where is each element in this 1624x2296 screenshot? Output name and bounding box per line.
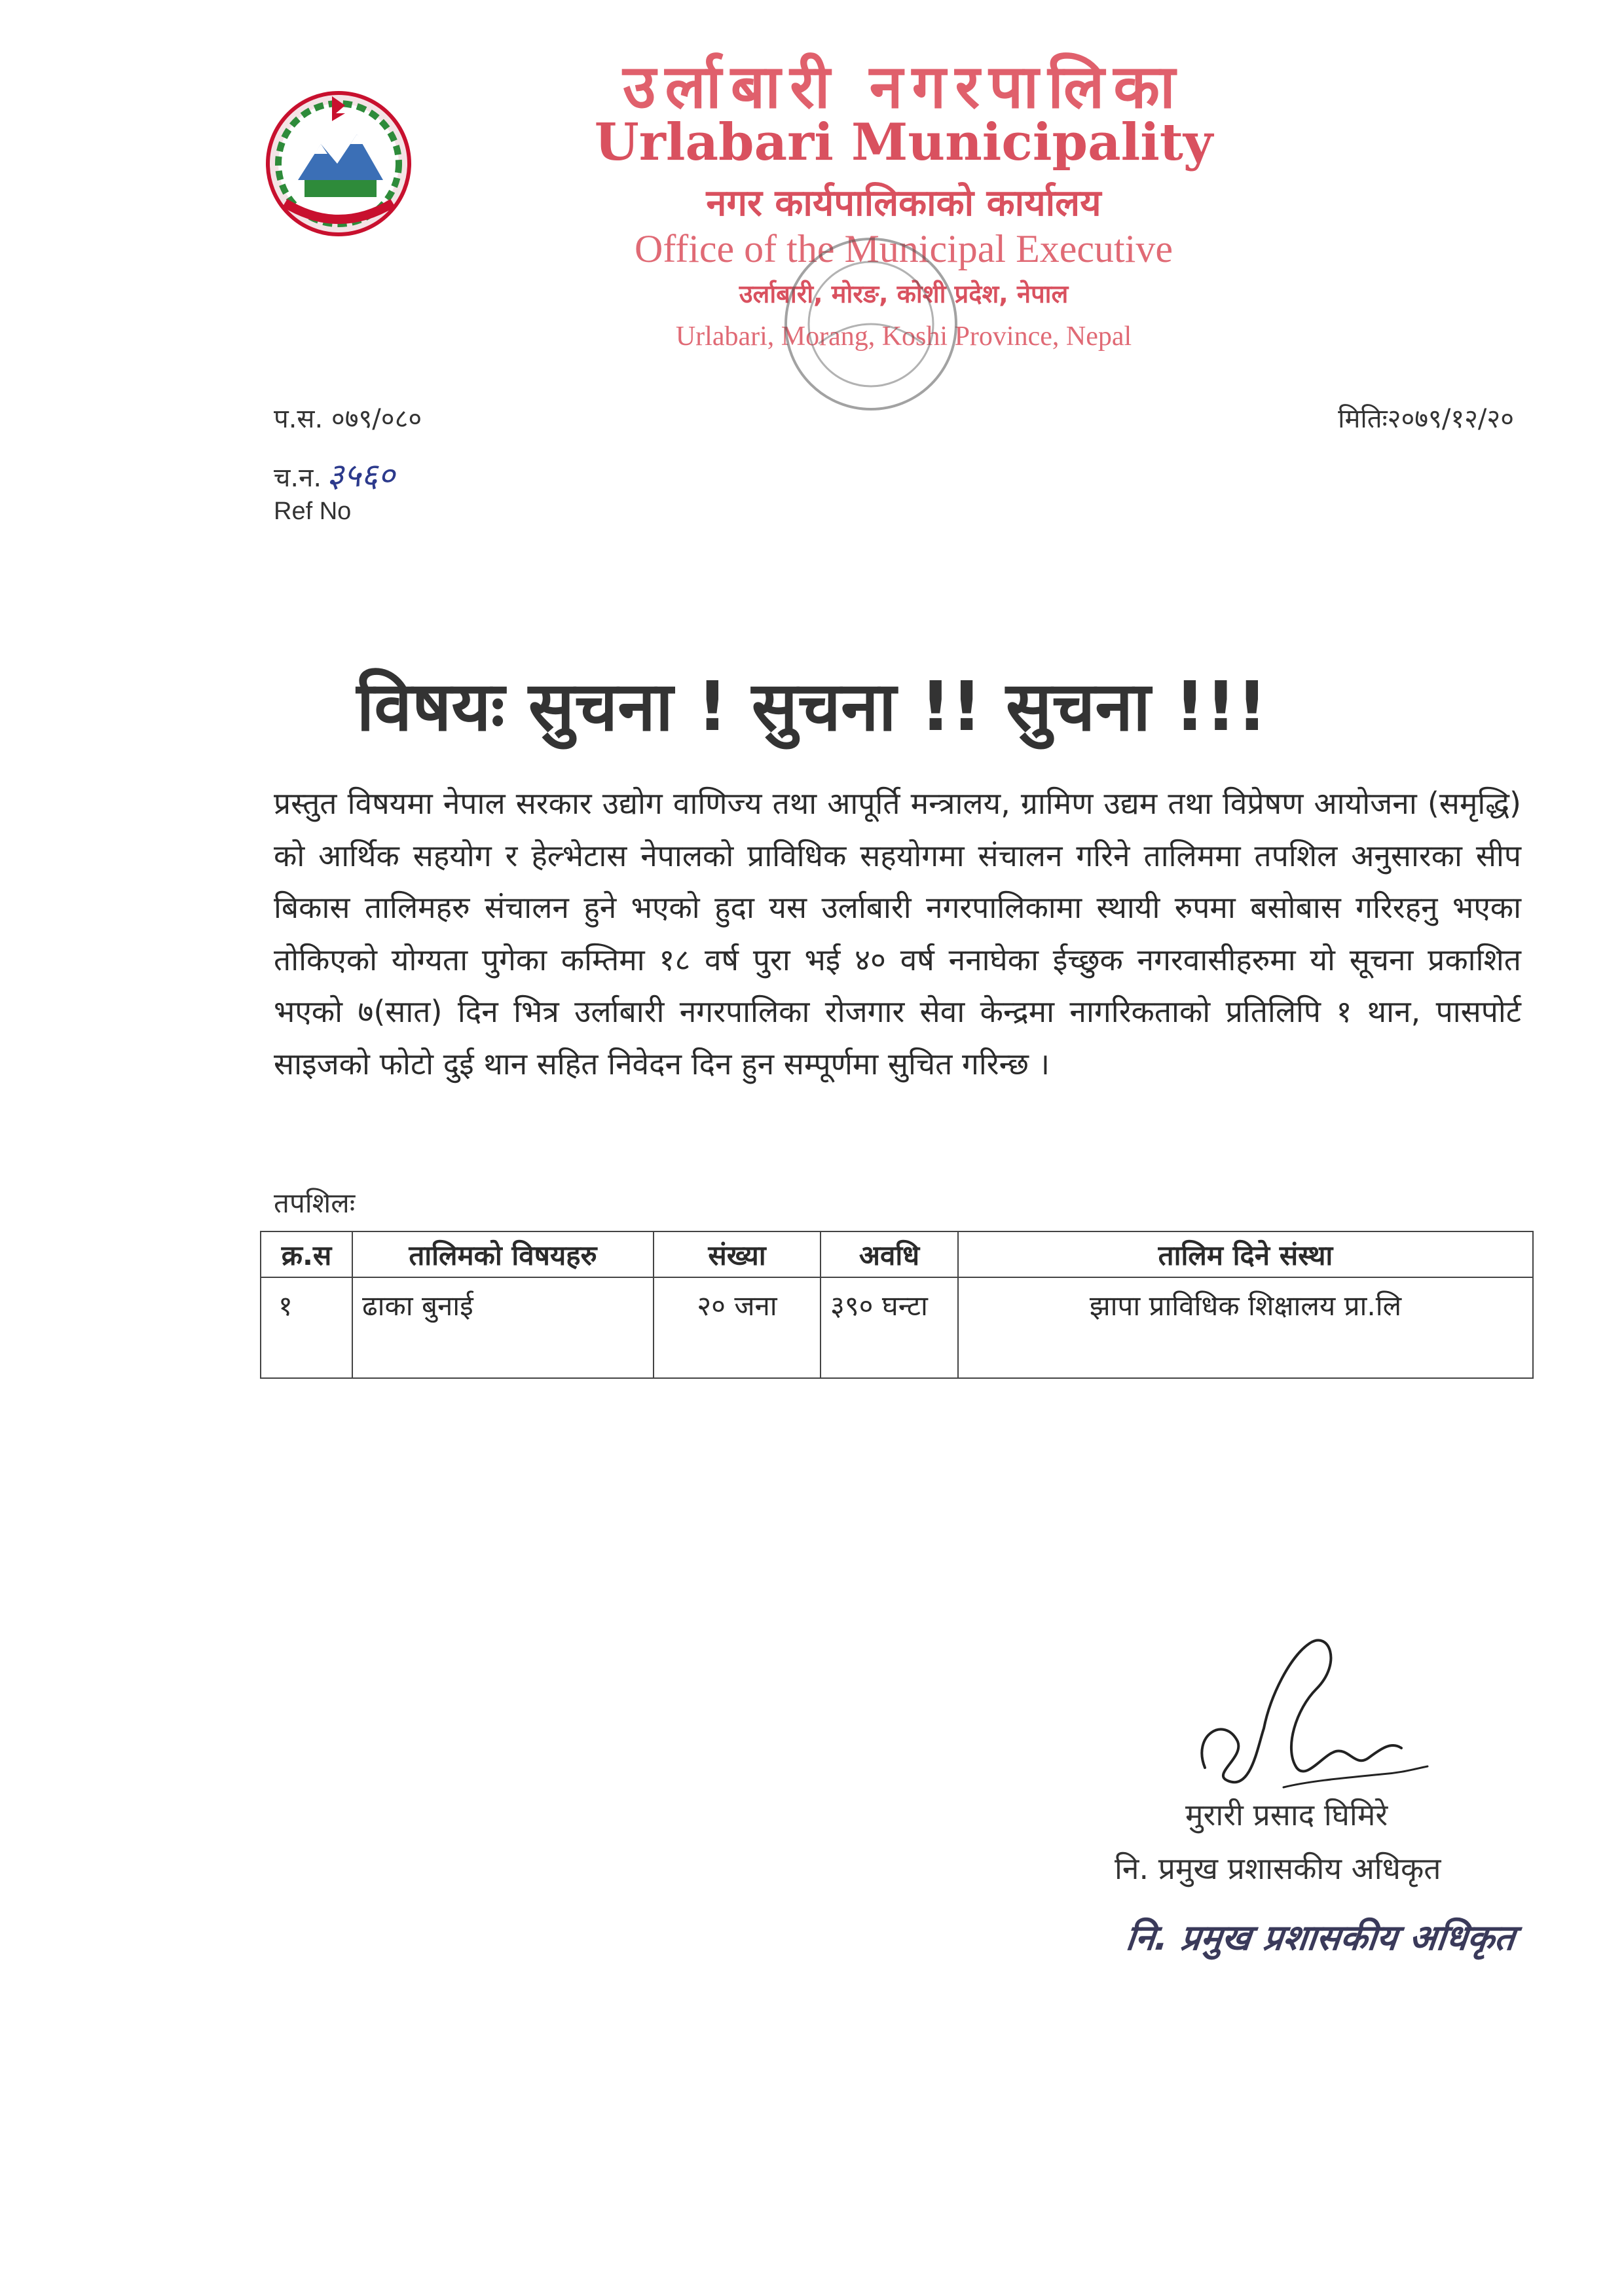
- header-count: संख्या: [654, 1231, 821, 1277]
- office-name-nepali: नगर कार्यपालिकाको कार्यालय: [706, 182, 1101, 225]
- patra-sankhya: प.स. ०७९/०८०: [274, 404, 422, 434]
- header-institute: तालिम दिने संस्था: [958, 1231, 1533, 1277]
- details-label: तपशिलः: [274, 1187, 356, 1219]
- cell-training-subject: ढाका बुनाई: [352, 1277, 654, 1378]
- chalani-value: ३५६०: [327, 456, 396, 494]
- training-details-table: [260, 1231, 1534, 1379]
- signatory-title-stamp: नि. प्रमुख प्रशासकीय अधिकृत: [1124, 1917, 1517, 1958]
- cell-institute: झापा प्राविधिक शिक्षालय प्रा.लि: [958, 1277, 1533, 1378]
- chalani-label: च.न.: [274, 463, 322, 493]
- header-duration: अवधि: [821, 1231, 958, 1277]
- subject-heading: विषयः सुचना ! सुचना !! सुचना !!!: [356, 666, 1268, 746]
- cell-serial: १: [261, 1277, 352, 1378]
- cell-count: २० जना: [654, 1277, 821, 1378]
- municipality-name-english: Urlabari Municipality: [594, 113, 1213, 172]
- office-seal-stamp: [773, 226, 969, 422]
- letter-date: मितिः२०७९/१२/२०: [1338, 404, 1514, 434]
- header-serial: क्र.स: [261, 1231, 352, 1277]
- cell-duration: ३९० घन्टा: [821, 1277, 958, 1378]
- office-name-english: Office of the Municipal Executive: [635, 227, 1173, 270]
- notice-body-paragraph: प्रस्तुत विषयमा नेपाल सरकार उद्योग वाणिज्य तथा आपूर्ति मन्त्रालय, ग्रामिण उद्यम तथा विप्रेषण आयोजना (समृद्धि) को आर्थिक सहयोग र हेल्भेटास नेपालको प्राविधिक सहयोगमा संचालन गरिने तालिममा तपशिल अनुसारका सीप बिकास तालिमहरु संचालन हुने भएको हुदा यस उर्लाबारी नगरपालिकामा स्थायी रुपमा बसोबास गरिरहनु भएका तोकिएको योग्यता पुगेका कम्तिमा १८ वर्ष पुरा भई ४० वर्ष ननाघेका ईच्छुक नगरवासीहरुमा यो सूचना प्रकाशित भएको ७(सात) दिन भित्र उर्लाबारी नगरपालिका रोजगार सेवा केन्द्रमा नागरिकताको प्रतिलिपि १ थान, पासपोर्ट साइजको फोटो दुई थान सहित निवेदन दिन हुन सम्पूर्णमा सुचित गरिन्छ ।: [274, 786, 1521, 1082]
- chalani-number: [274, 452, 395, 496]
- handwritten-signature: [1166, 1617, 1460, 1813]
- ref-no-label: Ref No: [274, 498, 352, 525]
- signatory-name: मुरारी प्रसाद घिमिरे: [1185, 1797, 1388, 1832]
- address-english: Urlabari, Morang, Koshi Province, Nepal: [675, 321, 1132, 352]
- table-row: [261, 1277, 1533, 1378]
- header-training-subject: तालिमको विषयहरु: [352, 1231, 654, 1277]
- address-nepali: उर्लाबारी, मोरङ, कोशी प्रदेश, नेपाल: [739, 280, 1069, 308]
- signatory-title: नि. प्रमुख प्रशासकीय अधिकृत: [1115, 1851, 1441, 1886]
- table-header-row: [261, 1231, 1533, 1277]
- municipality-name-nepali: उर्लाबारी नगरपालिका: [623, 52, 1185, 122]
